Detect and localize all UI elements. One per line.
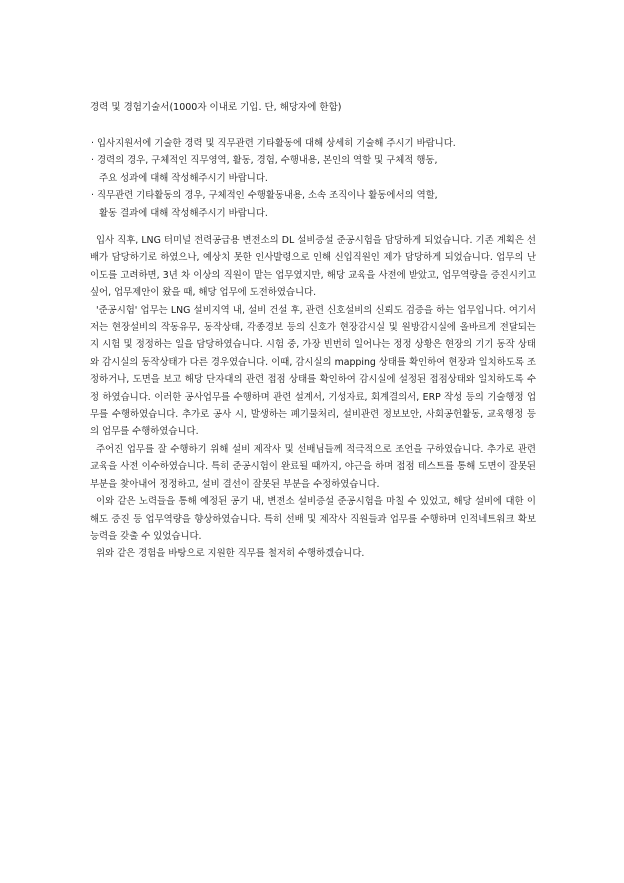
guideline-item: 주요 성과에 대해 작성해주시기 바랍니다. bbox=[99, 172, 268, 184]
paragraph: 위와 같은 경험을 바탕으로 지원한 직무를 철저히 수행하겠습니다. bbox=[96, 548, 365, 560]
answer-body bbox=[90, 232, 536, 563]
paragraph: 입사 직후, LNG 터미널 전력공급용 변전소의 DL 설비증설 준공시험을 담당하게 되었습니다. 기존 계획은 선배가 담당하기로 하였으나, 예상치 못한 인사발령으로 인해 신입직원인 제가 담당하게 되었습니다. 업무의 난이도를 고려하면, 3년 차 이상의 직원이 맡는 업무였지만, 해당 교육을 사전에 받았고, 업무역량을 증진시키고 싶어, 업무제안이 왔을 때, 해당 업무에 도전하였습니다. bbox=[90, 235, 536, 299]
section-heading: 경력 및 경험기술서(1000자 이내로 기입. 단, 해당자에 한함) bbox=[90, 102, 342, 113]
guideline-item: · 경력의 경우, 구체적인 직무영역, 활동, 경험, 수행내용, 본인의 역할 및 구체적 행동, bbox=[91, 155, 438, 167]
paragraph: '준공시험' 업무는 LNG 설비지역 내, 설비 건설 후, 관련 신호설비의 신뢰도 검증을 하는 업무입니다. 여기서 저는 현장설비의 작동유무, 동작상태, 각종경보 등의 신호가 현장감시실 및 원방감시실에 올바르게 전달되는지 시험 및 정정하는 일을 담당하였습니다. 시험 중, 가장 빈번히 일어나는 정정 상황은 현장의 기기 동작 상태와 감시실의 동작상태가 다른 경우였습니다. 이때, 감시실의 mapping 상태를 확인하여 현장과 일치하도록 조정하거나, 도면을 보고 해당 단자대의 관련 접점 상태를 확인하여 감시실에 설정된 접점상태와 일치하도록 수정 하였습니다. 이러한 공사업무를 수행하며 관련 설계서, 기성자료, 회계결의서, ERP 작성 등의 기술행정 업무를 수행하였습니다. 추가로 공사 시, 발생하는 폐기물처리, 설비관련 정보보안, 사회공헌활동, 교육행정 등의 업무를 수행하였습니다. bbox=[90, 304, 536, 438]
paragraph: 주어진 업무를 잘 수행하기 위해 설비 제작사 및 선배님들께 적극적으로 조언을 구하였습니다. 추가로 관련 교육을 사전 이수하였습니다. 특히 준공시험이 완료될 때까지, 야근을 하며 접점 테스트를 통해 도면이 잘못된 부분을 찾아내어 정정하고, 설비 결선이 잘못된 부분을 수정하였습니다. bbox=[90, 443, 536, 490]
guideline-list bbox=[91, 135, 551, 222]
guideline-item: 활동 결과에 대해 작성해주시기 바랍니다. bbox=[99, 207, 268, 219]
guideline-item: · 직무관련 기타활동의 경우, 구체적인 수행활동내용, 소속 조직이나 활동에서의 역할, bbox=[91, 190, 438, 202]
paragraph: 이와 같은 노력들을 통해 예정된 공기 내, 변전소 설비증설 준공시험을 마칠 수 있었고, 해당 설비에 대한 이해도 증진 등 업무역량을 향상하였습니다. 특히 선배 및 제작사 직원들과 업무를 수행하며 인적네트워크 확보능력을 갖출 수 있었습니다. bbox=[90, 496, 536, 542]
guideline-item: · 입사지원서에 기술한 경력 및 직무관련 기타활동에 대해 상세히 기술해 주시기 바랍니다. bbox=[91, 138, 456, 149]
